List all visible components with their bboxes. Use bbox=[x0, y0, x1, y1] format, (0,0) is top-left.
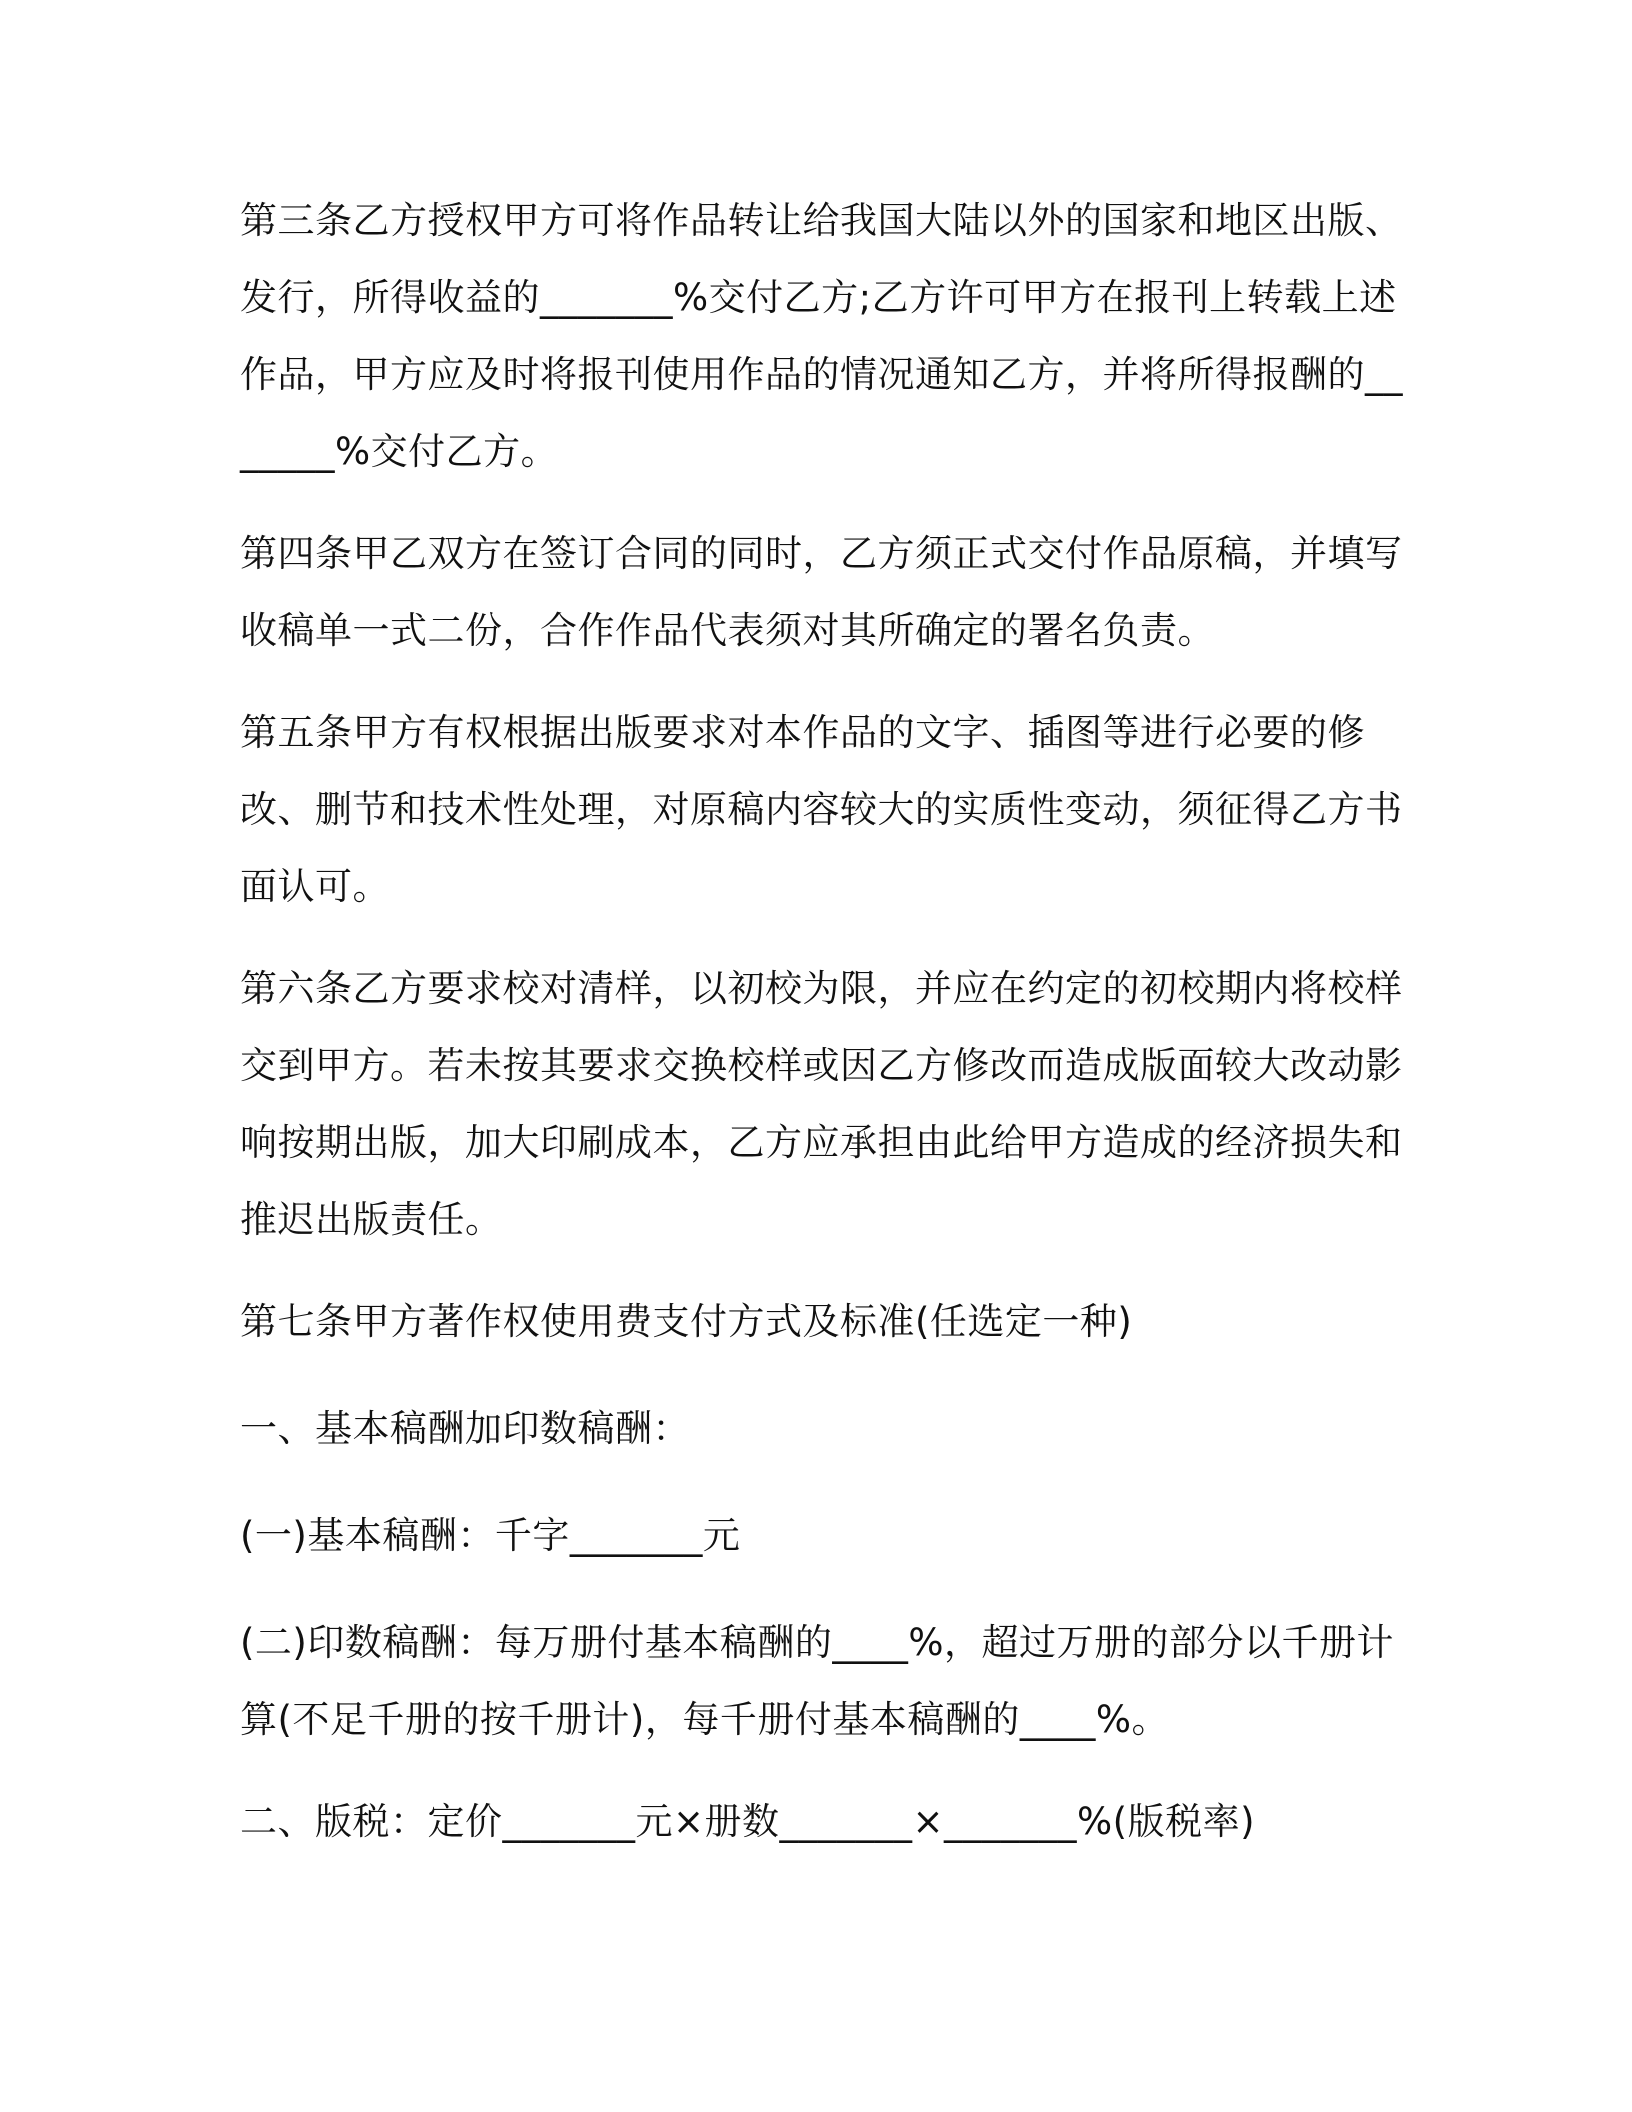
article-4-paragraph: 第四条甲乙双方在签订合同的同时，乙方须正式交付作品原稿，并填写收稿单一式二份，合作作品代表须对其所确定的署名负责。 bbox=[240, 532, 1403, 652]
basic-fee-line: (一)基本稿酬：千字_______元 bbox=[240, 1514, 741, 1557]
article-6-paragraph: 第六条乙方要求校对清样，以初校为限，并应在约定的初校期内将校样交到甲方。若未按其要求交换校样或因乙方修改而造成版面较大改动影响按期出版，加大印刷成本，乙方应承担由此给甲方造成的经济损失和推迟出版责任。 bbox=[240, 967, 1403, 1241]
article-3-paragraph: 第三条乙方授权甲方可将作品转让给我国大陆以外的国家和地区出版、发行，所得收益的_______%交付乙方;乙方许可甲方在报刊上转载上述作品，甲方应及时将报刊使用作品的情况通知乙方，并将所得报酬的_______%交付乙方。 bbox=[240, 199, 1403, 473]
article-7-heading: 第七条甲方著作权使用费支付方式及标准(任选定一种) bbox=[240, 1300, 1133, 1343]
royalty-line: 二、版税：定价_______元×册数_______×_______%(版税率) bbox=[240, 1800, 1256, 1843]
article-5-paragraph: 第五条甲方有权根据出版要求对本作品的文字、插图等进行必要的修改、删节和技术性处理，对原稿内容较大的实质性变动，须征得乙方书面认可。 bbox=[240, 711, 1403, 908]
document-body bbox=[240, 182, 1410, 1885]
print-run-fee-paragraph: (二)印数稿酬：每万册付基本稿酬的____%，超过万册的部分以千册计算(不足千册的按千册计)，每千册付基本稿酬的____%。 bbox=[240, 1621, 1395, 1741]
section-1-heading: 一、基本稿酬加印数稿酬： bbox=[240, 1407, 690, 1450]
